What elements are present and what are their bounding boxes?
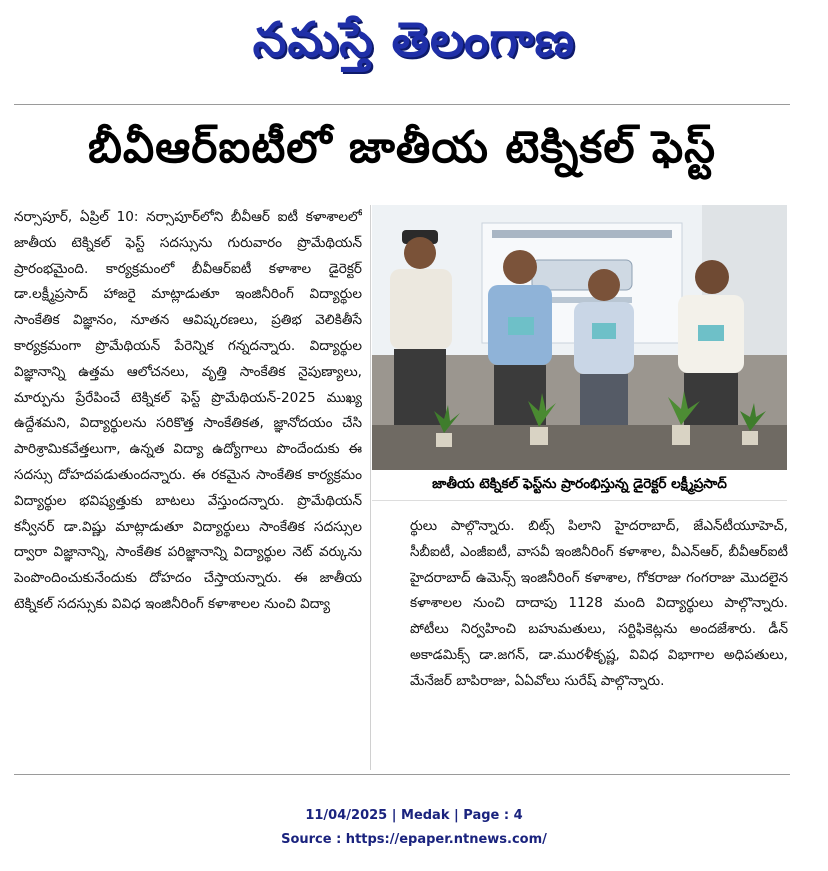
column-divider: [370, 205, 371, 770]
footer-divider: [14, 774, 790, 775]
masthead-title: నమస్తే తెలంగాణ: [252, 12, 576, 68]
article-body-left-column: నర్సాపూర్, ఏప్రిల్ 10: నర్సాపూర్‌లోని బీవీఆర్ ఐటీ కళాశాలలో జాతీయ టెక్నికల్ ఫెస్ట్ సదస్సును గురువారం ప్రొమేథియన్ ప్రారంభమైంది. కార్యక్రమంలో బీవీఆర్‌ఐటీ కళాశాల డైరెక్టర్ డా.లక్ష్మీప్రసాద్ హాజరై మాట్లాడుతూ ఇంజినీరింగ్ విద్యార్థుల సాంకేతిక విజ్ఞానం, నూతన ఆవిష్కరణలు, ప్రతిభ వెలికితీసే కార్యక్రమంగా ప్రొమేథియన్ పేరెన్నిక గన్నదన్నారు. విద్యార్థుల విజ్ఞానాన్ని ఉత్తమ ఆలోచనలు, వృత్తి సాంకేతిక నైపుణ్యాలు, మార్పును ప్రేరేపించే టెక్నికల్ ఫెస్ట్ ప్రొమేథియన్-2025 ముఖ్య ఉద్దేశమని, విద్యార్థులను సరికొత్త సాంకేతికత, జ్ఞానోదయం చేసి పారిశ్రామికవేత్తలుగా, ఉన్నత విద్యా ఉద్యోగాలు పొందేందుకు ఈ సదస్సు దోహదపడుతుందన్నారు. ఈ రకమైన సాంకేతిక కార్యక్రమం విద్యార్థుల భవిష్యత్తుకు బాటలు వేస్తుందన్నారు. ప్రొమేథియన్ కన్వీనర్ డా.విష్ణు మాట్లాడుతూ విద్యార్థులు సాంకేతిక సదస్సుల ద్వారా విజ్ఞానాన్ని, సాంకేతిక పరిజ్ఞానాన్ని విద్యార్థుల నెట్ వర్కును పెంపొందించుకునేందుకు దోహదం చేస్తాయన్నారు. ఈ జాతీయ టెక్నికల్ సదస్సుకు వివిధ ఇంజినీరింగ్ కళాశాలల నుంచి విద్యా: [14, 209, 362, 612]
event-photo-illustration: [372, 205, 787, 470]
article-photo: [372, 205, 787, 470]
footer-date-line: 11/04/2025 | Medak | Page : 4: [305, 808, 523, 823]
masthead-divider: [14, 104, 790, 105]
masthead: [0, 6, 828, 86]
footer-source-line: Source : https://epaper.ntnews.com/: [281, 832, 547, 847]
article-body-right-column: ర్థులు పాల్గొన్నారు. బిట్స్ పిలాని హైదరాబాద్, జేఎన్‌టీయూహెచ్, సీబీఐటీ, ఎంజీఐటీ, వాసవీ ఇంజినీరింగ్ కళాశాల, వీఎన్ఆర్, బీవీఆర్‌ఐటీ హైదరాబాద్ ఉమెన్స్ ఇంజినీరింగ్ కళాశాల, గోకరాజు గంగరాజు మొదలైన కళాశాలల నుంచి దాదాపు 1128 మంది విద్యార్థులు పాల్గొన్నారు. పోటీలు నిర్వహించి బహుమతులు, సర్టిఫికెట్లను అందజేశారు. డీన్ అకాడమిక్స్ డా.జగన్, డా.మురళీకృష్ణ, వివిధ విభాగాల అధిపతులు, మేనేజర్ బాపిరాజు, ఏఏవోలు సురేష్ పాల్గొన్నారు.: [410, 518, 788, 689]
article-headline: బీవీఆర్‌ఐటీలో జాతీయ టెక్నికల్ ఫెస్ట్: [87, 122, 717, 173]
photo-caption: జాతీయ టెక్నికల్ ఫెస్ట్‌ను ప్రారంభిస్తున్న డైరెక్టర్ లక్ష్మీప్రసాద్: [372, 470, 787, 501]
